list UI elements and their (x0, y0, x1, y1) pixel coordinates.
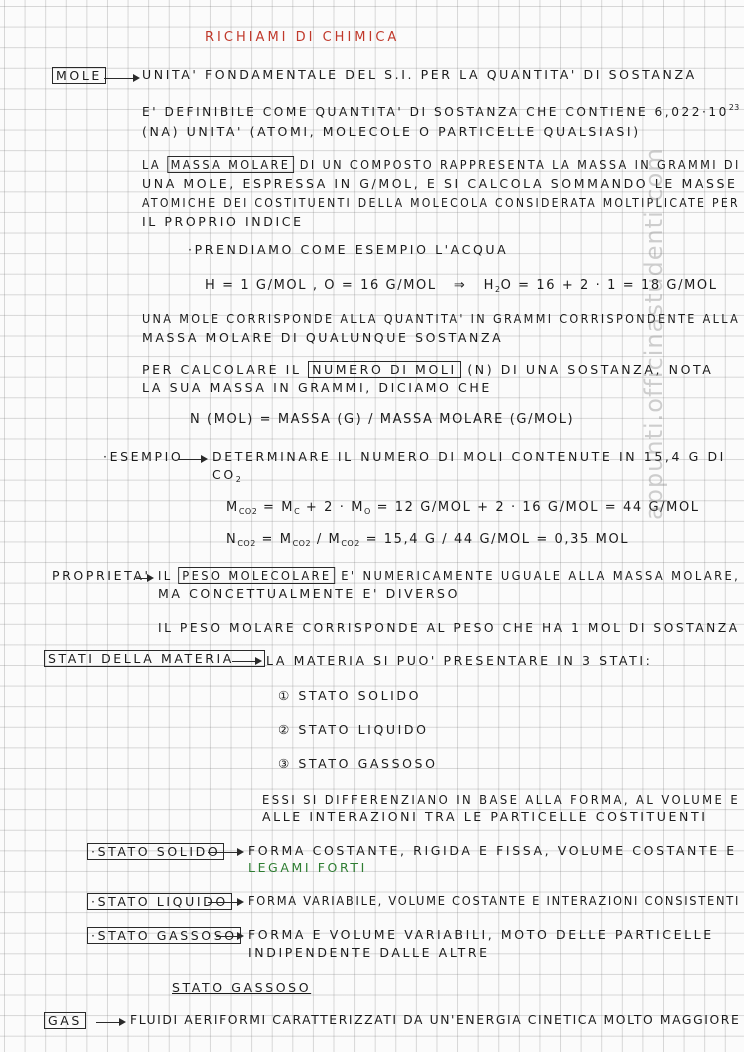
example-line2: $CO_2$ (212, 467, 242, 484)
water-example-intro: ·PRENDIAMO COME ESEMPIO L'ACQUA (188, 242, 509, 257)
state-item-solid: ① STATO SOLIDO (278, 688, 422, 703)
example-label: ·ESEMPIO (103, 449, 184, 464)
gas-label: GAS (44, 1012, 86, 1029)
property-line1: IL PESO MOLECOLARE E' NUMERICAMENTE UGUALE ALLA MASSA MOLARE, (158, 568, 741, 583)
water-equation: H = 1 G/MOL , O = 16 G/MOL ⇒ $H_2O = 16 + 2 \cdot 1 = 18$ G/MOL (205, 278, 718, 294)
gas-definition-line1: FLUIDI AERIFORMI CARATTERIZZATI DA UN'ENERGIA CINETICA MOLTO MAGGIORE (130, 1012, 741, 1027)
molar-mass-line4: IL PROPRIO INDICE (142, 214, 304, 229)
state-item-liquid: ② STATO LIQUIDO (278, 722, 429, 737)
states-of-matter-label: STATI DELLA MATERIA (44, 650, 265, 667)
example-line1: DETERMINARE IL NUMERO DI MOLI CONTENUTE IN 15,4 G DI (212, 449, 726, 464)
liquid-state-label: ·STATO LIQUIDO (87, 893, 232, 910)
moles-calc-line2: LA SUA MASSA IN GRAMMI, DICIAMO CHE (142, 380, 492, 395)
molar-mass-box: MASSA MOLARE (167, 156, 294, 173)
mole-label: MOLE (52, 67, 106, 84)
mole-def2-line2: (NA) UNITA' (ATOMI, MOLECOLE O PARTICELLE QUALSIASI) (142, 124, 641, 139)
moles-calc-line1: PER CALCOLARE IL NUMERO DI MOLI (N) DI UNA SOSTANZA, NOTA (142, 362, 714, 377)
arrow-property (136, 578, 152, 579)
states-intro: LA MATERIA SI PUO' PRESENTARE IN 3 STATI: (266, 653, 653, 668)
moles-number-box: NUMERO DI MOLI (308, 361, 461, 378)
state-item-gas: ③ STATO GASSOSO (278, 756, 438, 771)
liquid-state-line1: FORMA VARIABILE, VOLUME COSTANTE E INTERAZIONI CONSISTENTI (248, 893, 741, 908)
mole-def2-line1: E' DEFINIBILE COME QUANTITA' DI SOSTANZA CHE CONTIENE $6,022\cdot 10^{23}$ (142, 103, 740, 119)
gaseous-state-heading: STATO GASSOSO (172, 980, 312, 995)
solid-state-label: ·STATO SOLIDO (87, 843, 224, 860)
molar-mass-line2: UNA MOLE, ESPRESSA IN G/MOL, E SI CALCOLA SOMMANDO LE MASSE (142, 176, 738, 191)
arrow-example (178, 459, 206, 460)
arrow-solid (208, 852, 242, 853)
molar-mass-line3: ATOMICHE DEI COSTITUENTI DELLA MOLECOLA CONSIDERATA MOLTIPLICATE PER (142, 195, 740, 210)
gas-state-label: ·STATO GASSOSO (87, 927, 241, 944)
arrow-gas-definition (96, 1022, 124, 1023)
arrow-gas (216, 936, 242, 937)
arrow-states (232, 661, 260, 662)
molecular-weight-box: PESO MOLECOLARE (179, 567, 336, 584)
molar-mass-line1: LA MASSA MOLARE DI UN COMPOSTO RAPPRESENTA LA MASSA IN GRAMMI DI (142, 157, 741, 172)
molar-weight-line: IL PESO MOLARE CORRISPONDE AL PESO CHE HA 1 MOL DI SOSTANZA (158, 620, 740, 635)
states-difference-line1: ESSI SI DIFFERENZIANO IN BASE ALLA FORMA, AL VOLUME E (262, 792, 741, 807)
arrow-liquid (208, 902, 242, 903)
property-label: PROPRIETA' (52, 568, 151, 583)
co2-molar-mass-equation: $M_{CO2} = M_C + 2 \cdot M_O = 12$ G/MOL + 2 · 16 G/MOL = 44 G/MOL (226, 500, 700, 516)
property-line2: MA CONCETTUALMENTE E' DIVERSO (158, 586, 461, 601)
co2-moles-equation: $N_{CO2} = M_{CO2} / M_{CO2} = 15,4$ G / 44 G/MOL = 0,35 MOL (226, 532, 630, 548)
solid-state-line2: LEGAMI FORTI (248, 860, 367, 875)
gas-state-line1: FORMA E VOLUME VARIABILI, MOTO DELLE PARTICELLE (248, 927, 714, 942)
mole-correspondence-line2: MASSA MOLARE DI QUALUNQUE SOSTANZA (142, 330, 504, 345)
states-difference-line2: ALLE INTERAZIONI TRA LE PARTICELLE COSTITUENTI (262, 809, 708, 824)
mole-correspondence-line1: UNA MOLE CORRISPONDE ALLA QUANTITA' IN GRAMMI CORRISPONDENTE ALLA (142, 311, 741, 326)
watermark: appunti.officinastudenti.com (640, 147, 668, 520)
mole-definition: UNITA' FONDAMENTALE DEL S.I. PER LA QUANTITA' DI SOSTANZA (142, 67, 697, 82)
solid-state-line1: FORMA COSTANTE, RIGIDA E FISSA, VOLUME COSTANTE E (248, 843, 737, 858)
moles-formula: N (MOL) = MASSA (G) / MASSA MOLARE (G/MOL) (190, 412, 575, 427)
page-title: RICHIAMI DI CHIMICA (205, 30, 400, 45)
gas-state-line2: INDIPENDENTE DALLE ALTRE (248, 945, 490, 960)
arrow-mole (104, 78, 138, 79)
